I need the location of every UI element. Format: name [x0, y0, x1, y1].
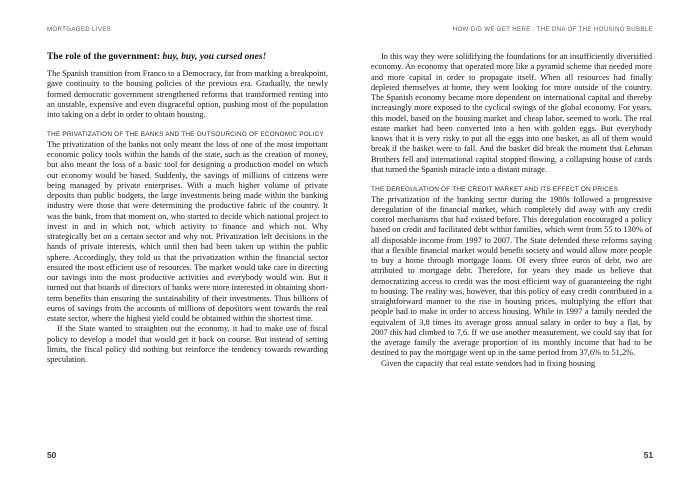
- section-heading-privatization: THE PRIVATIZATION OF THE BANKS AND THE OUTSOURCING OF ECONOMIC POLICY: [47, 130, 324, 138]
- section-heading-deregulation: THE DEREGULATION OF THE CREDIT MARKET AND ITS EFFECT ON PRICES: [371, 185, 619, 193]
- page-title: [47, 52, 328, 62]
- left-column: [47, 52, 328, 432]
- running-head-recto: HOW DID WE GET HERE : THE DNA OF THE HOUSING BUBBLE: [452, 26, 653, 33]
- two-column-text-body: [47, 52, 653, 432]
- right-column: [371, 52, 652, 432]
- paragraph: The privatization of the banks not only meant the loss of one of the most important economic policy tools within the hands of the state, such as the creation of money, but also meant the loss of a basic tool for designing a production model on which our economy would be based. Suddenly, the savings of millions of citizens were being managed by private enterprises. With a much higher volume of private deposits than public budgets, the large investments being made within the banking industry were those that were determining the productive fabric of the country. It was the bank, from that moment on, who started to decide which national project to invest in and in which not, which activity to finance and which not. Why strategically bet on a certain sector and why not. Privatization left decisions in the hands of private interests, which until then had been taken up within the public sphere. Accordingly, they told us that the privatization within the financial sector ensured the most efficient use of resources. The market would take care in directing our savings into the most productive activities and everybody would win. But it turned out that boards of directors of banks were more interested in obtaining short-term benefits than ensuring the sustainability of their investments. Thus billions of euros of savings from the accounts of millions of depositors went towards the real estate sector, where the highest yield could be obtained within the shortest time.: [47, 139, 328, 324]
- paragraph: The Spanish transition from Franco to a Democracy, far from marking a breakpoint, gave continuity to the housing policies of the previous era. Gradually, the newly formed democratic government strengthened reforms that transformed renting into an unstable, expensive and even disgraceful option, pushing most of the population into taking on a debt in order to obtain housing.: [47, 69, 328, 119]
- page-title-italic-part: buy, buy, you cursed ones!: [162, 52, 267, 62]
- paragraph: If the State wanted to straighten out the economy, it had to make use of fiscal policy to develop a model that would get it back on course. But instead of setting limits, the fiscal policy did nothing but reinforce the tendency towards rewarding speculation.: [47, 324, 328, 365]
- running-head-verso: MORTGAGED LIVES: [47, 26, 112, 33]
- page-number-recto: 51: [643, 450, 653, 460]
- page-number-verso: 50: [47, 450, 57, 460]
- paragraph: Given the capacity that real estate vendors had in fixing housing: [381, 358, 596, 368]
- page-title-roman-part: The role of the government:: [47, 52, 163, 62]
- paragraph: The privatization of the banking sector during the 1980s followed a progressive deregulation of the financial market, which completely did away with any credit control mechanisms that had existed before. This deregulation encouraged a policy based on credit and facilitated debt within families, which went from 55 to 130% of all disposable income from 1997 to 2007. The State defended these reforms saying that a flexible financial market would benefit society and would allow more people to buy a home through mortgage loans. Of every three euros of debt, two are attributed to mortgage debt. Therefore, for years they made us believe that democratizing access to credit was the most efficient way of guaranteeing the right to housing. The reality was, however, that this policy of easy credit contributed in a straightforward manner to the rise in housing prices, multiplying the effort that people had to make in order to access housing. While in 1997 a family needed the equivalent of 3,8 times its average gross annual salary in order to buy a flat, by 2007 this had climbed to 7,6. If we use another measurement, we could say that for the average family the average proportion of its monthly income that had to be destined to pay the mortgage went up in the same period from 37,6% to 51,2%.: [371, 194, 652, 358]
- paragraph: In this way they were solidifying the foundations for an insufficiently diversified economy. An economy that operated more like a pyramid scheme that needed more and more capital in order to propagate itself. When all resources had finally depleted themselves at home, they went looking for more outside of the country. The Spanish economy became more dependent on international capital and thereby increasingly more exposed to the cyclical swings of the global economy. For years, this model, based on the housing market and cheap labor, seemed to work. The real estate market had been converted into a hen with golden eggs. But everybody knows that it is very risky to put all the eggs into one basket, as all of them would break if the basket were to fall. And the basket did break the moment that Lehman Brothers fell and international capital stopped flowing, a collapsing house of cards that turned the Spanish miracle into a distant mirage.: [371, 52, 652, 174]
